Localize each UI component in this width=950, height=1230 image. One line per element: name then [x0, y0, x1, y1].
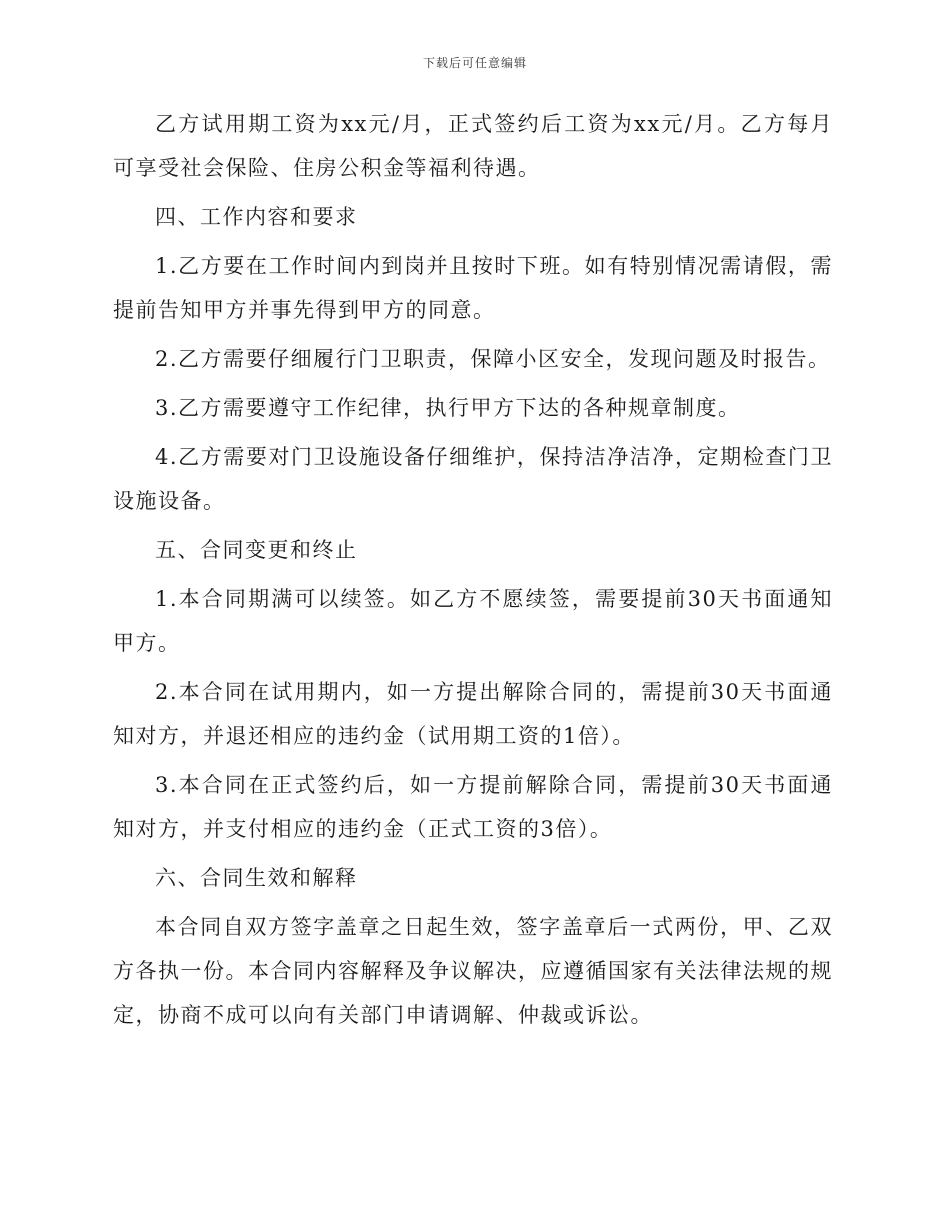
change-item-2: 2.本合同在试用期内，如一方提出解除合同的，需提前30天书面通知对方，并退还相应的违约金（试用期工资的1倍）。	[113, 680, 833, 748]
work-item-3: 3.乙方需要遵守工作纪律，执行甲方下达的各种规章制度。	[155, 396, 741, 420]
work-item-2: 2.乙方需要仔细履行门卫职责，保障小区安全，发现问题及时报告。	[155, 347, 831, 371]
work-item-1: 1.乙方要在工作时间内到岗并且按时下班。如有特别情况需请假，需提前告知甲方并事先得到甲方的同意。	[113, 254, 833, 322]
work-item-4: 4.乙方需要对门卫设施设备仔细维护，保持洁净洁净，定期检查门卫设施设备。	[113, 445, 833, 513]
change-item-1: 1.本合同期满可以续签。如乙方不愿续签，需要提前30天书面通知甲方。	[113, 587, 833, 655]
section-heading-change: 五、合同变更和终止	[155, 538, 358, 562]
effect-paragraph: 本合同自双方签字盖章之日起生效，签字盖章后一式两份，甲、乙双方各执一份。本合同内容解释及争议解决，应遵循国家有关法律法规的规定，协商不成可以向有关部门申请调解、仲裁或诉讼。	[113, 915, 833, 1027]
document-body	[113, 102, 833, 1037]
change-item-3: 3.本合同在正式签约后，如一方提前解除合同，需提前30天书面通知对方，并支付相应的违约金（正式工资的3倍）。	[113, 773, 833, 841]
section-heading-effect: 六、合同生效和解释	[155, 866, 358, 890]
salary-paragraph: 乙方试用期工资为xx元/月，正式签约后工资为xx元/月。乙方每月可享受社会保险、住房公积金等福利待遇。	[113, 112, 833, 180]
page-header: 下载后可任意编辑	[422, 56, 527, 70]
section-heading-work: 四、工作内容和要求	[155, 205, 358, 229]
